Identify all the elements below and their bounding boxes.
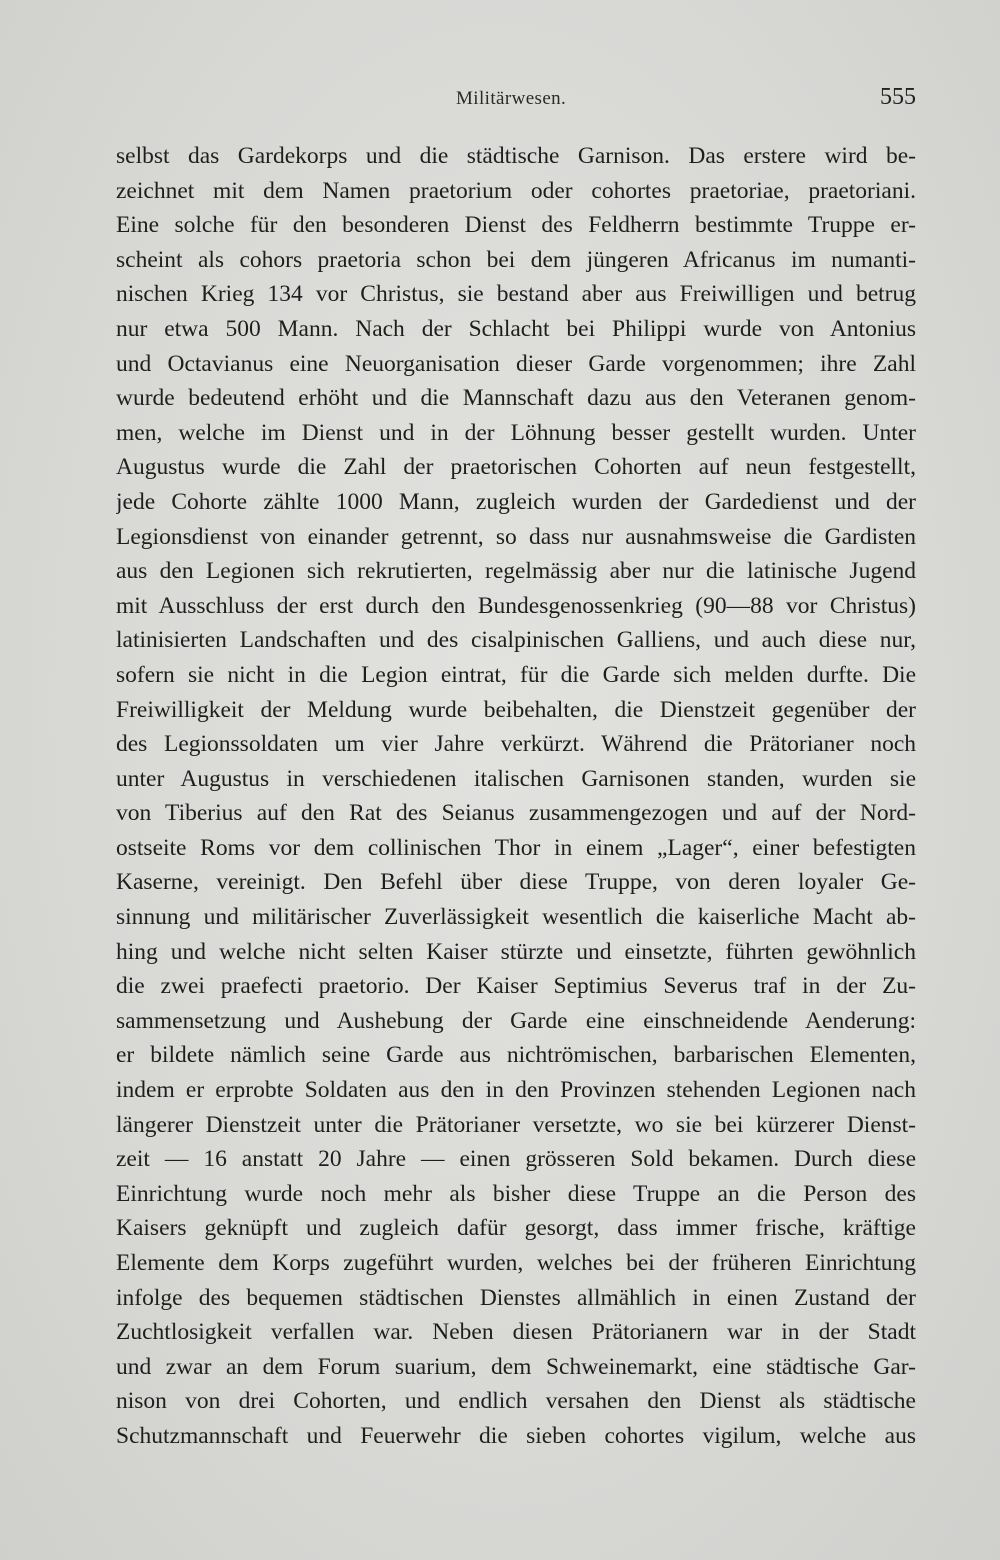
text-line: und Octavianus eine Neuorganisation dieser Garde vorgenommen; ihre Zahl: [116, 350, 916, 377]
text-line: infolge des bequemen städtischen Dienstes allmählich in einen Zustand der: [116, 1284, 916, 1311]
text-line: aus den Legionen sich rekrutierten, regelmässig aber nur die latinische Jugend: [116, 558, 916, 585]
text-line: zeit — 16 anstatt 20 Jahre — einen grösseren Sold bekamen. Durch diese: [116, 1146, 916, 1173]
text-line: er bildete nämlich seine Garde aus nichtrömischen, barbarischen Elementen,: [116, 1042, 916, 1069]
text-line: nison von drei Cohorten, und endlich versahen den Dienst als städtische: [116, 1388, 916, 1415]
text-line: zeichnet mit dem Namen praetorium oder cohortes praetoriae, praetoriani.: [116, 177, 916, 204]
text-line: Eine solche für den besonderen Dienst des Feldherrn bestimmte Truppe er-: [116, 212, 916, 239]
text-line: mit Ausschluss der erst durch den Bundesgenossenkrieg (90—88 vor Christus): [116, 592, 916, 619]
text-line: sofern sie nicht in die Legion eintrat, für die Garde sich melden durfte. Die: [116, 661, 916, 688]
text-line: längerer Dienstzeit unter die Prätorianer versetzte, wo sie bei kürzerer Dienst-: [116, 1111, 916, 1138]
text-line: sinnung und militärischer Zuverlässigkeit wesentlich die kaiserliche Macht ab-: [116, 904, 916, 931]
body-text: [116, 139, 916, 1454]
text-line: jede Cohorte zählte 1000 Mann, zugleich wurden der Gardedienst und der: [116, 488, 916, 515]
page-number: 555: [880, 84, 916, 110]
text-line: selbst das Gardekorps und die städtische Garnison. Das erstere wird be-: [116, 143, 916, 169]
text-line: ostseite Roms vor dem collinischen Thor in einem „Lager“, einer befestigten: [116, 834, 916, 861]
text-line: men, welche im Dienst und in der Löhnung besser gestellt wurden. Unter: [116, 419, 916, 446]
text-line: Elemente dem Korps zugeführt wurden, welches bei der früheren Einrichtung: [116, 1250, 916, 1276]
text-line: des Legionssoldaten um vier Jahre verkürzt. Während die Prätorianer noch: [116, 731, 916, 758]
text-line: nur etwa 500 Mann. Nach der Schlacht bei Philippi wurde von Antonius: [116, 315, 916, 342]
text-line: Legionsdienst von einander getrennt, so dass nur ausnahmsweise die Gardisten: [116, 523, 916, 550]
text-line: Zuchtlosigkeit verfallen war. Neben diesen Prätorianern war in der Stadt: [116, 1319, 916, 1346]
text-line: die zwei praefecti praetorio. Der Kaiser Septimius Severus traf in der Zu-: [116, 973, 916, 1000]
text-line: sammensetzung und Aushebung der Garde eine einschneidende Aenderung:: [116, 1007, 916, 1034]
text-line: hing und welche nicht selten Kaiser stürzte und einsetzte, führten gewöhnlich: [116, 938, 916, 965]
text-line: unter Augustus in verschiedenen italischen Garnisonen standen, wurden sie: [116, 765, 916, 792]
text-line: Kaserne, vereinigt. Den Befehl über diese Truppe, von deren loyaler Ge-: [116, 869, 916, 896]
text-line: indem er erprobte Soldaten aus den in den Provinzen stehenden Legionen nach: [116, 1077, 916, 1104]
text-line: latinisierten Landschaften und des cisalpinischen Galliens, und auch diese nur,: [116, 627, 916, 654]
text-line: und zwar an dem Forum suarium, dem Schweinemarkt, eine städtische Gar-: [116, 1353, 916, 1380]
running-title: Militärwesen.: [456, 88, 567, 109]
text-line: von Tiberius auf den Rat des Seianus zusammengezogen und auf der Nord-: [116, 800, 916, 827]
text-line: Kaisers geknüpft und zugleich dafür gesorgt, dass immer frische, kräftige: [116, 1215, 916, 1242]
text-line: Schutzmannschaft und Feuerwehr die sieben cohortes vigilum, welche aus: [116, 1422, 916, 1449]
text-line: wurde bedeutend erhöht und die Mannschaft dazu aus den Veteranen genom-: [116, 385, 916, 412]
page-header: [116, 84, 916, 116]
text-line: scheint als cohors praetoria schon bei dem jüngeren Africanus im numanti-: [116, 246, 916, 273]
text-line: Freiwilligkeit der Meldung wurde beibehalten, die Dienstzeit gegenüber der: [116, 696, 916, 723]
text-line: nischen Krieg 134 vor Christus, sie bestand aber aus Freiwilligen und betrug: [116, 281, 916, 308]
text-line: Einrichtung wurde noch mehr als bisher diese Truppe an die Person des: [116, 1180, 916, 1207]
text-line: Augustus wurde die Zahl der praetorischen Cohorten auf neun festgestellt,: [116, 454, 916, 481]
